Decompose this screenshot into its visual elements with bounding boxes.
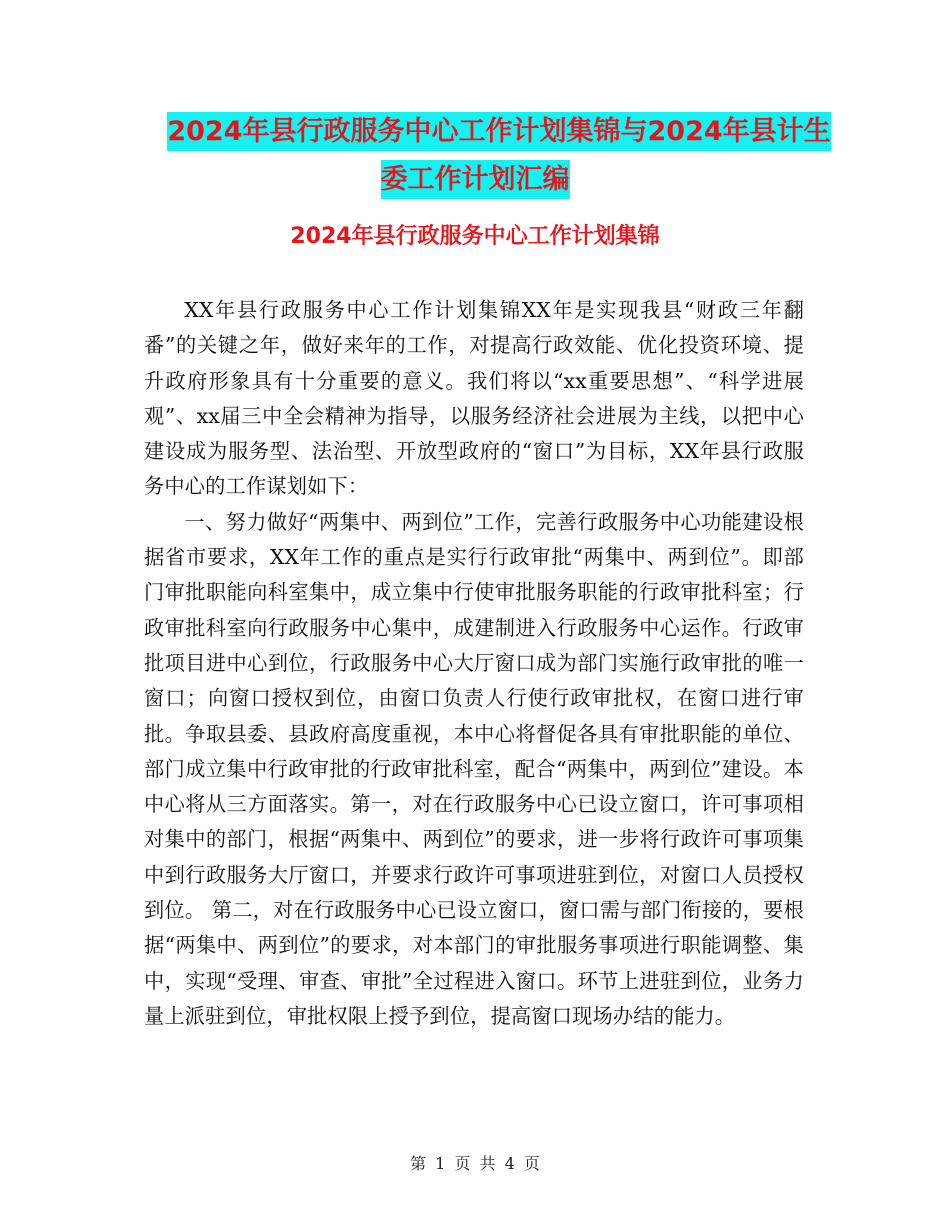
paragraph: 一、努力做好“两集中、两到位”工作，完善行政服务中心功能建设根据省市要求，XX年工作的重点是实行行政审批“两集中、两到位”。即部门审批职能向科室集中，成立集中行使审批服务职能的行政审批科室；行政审批科室向行政服务中心集中，成建制进入行政服务中心运作。行政审批项目进中心到位，行政服务中心大厅窗口成为部门实施行政审批的唯一窗口；向窗口授权到位，由窗口负责人行使行政审批权，在窗口进行审批。争取县委、县政府高度重视，本中心将督促各具有审批职能的单位、部门成立集中行政审批的行政审批科室，配合“两集中，两到位”建设。本中心将从三方面落实。第一，对在行政服务中心已设立窗口，许可事项相对集中的部门，根据“两集中、两到位”的要求，进一步将行政许可事项集中到行政服务大厅窗口，并要求行政许可事项进驻到位，对窗口人员授权到位。 第二，对在行政服务中心已设立窗口，窗口需与部门衔接的，要根据“两集中、两到位”的要求，对本部门的审批服务事项进行职能调整、集中，实现“受理、审查、审批”全过程进入窗口。环节上进驻到位，业务力量上派驻到位，审批权限上授予到位，提高窗口现场办结的能力。 bbox=[144, 509, 804, 1028]
section-title: 2024年县行政服务中心工作计划集锦 bbox=[290, 224, 660, 249]
title-line-2: 委工作计划汇编 bbox=[381, 160, 570, 199]
title-line-1: 2024年县行政服务中心工作计划集锦与2024年县计生 bbox=[167, 112, 830, 151]
body-text bbox=[144, 293, 804, 1034]
document-title bbox=[0, 108, 950, 204]
paragraph: XX年县行政服务中心工作计划集锦XX年是实现我县“财政三年翻番”的关键之年，做好来年的工作，对提高行政效能、优化投资环境、提升政府形象具有十分重要的意义。我们将以“xx重要思想”、“科学进展观”、xx届三中全会精神为指导，以服务经济社会进展为主线，以把中心建设成为服务型、法治型、开放型政府的“窗口”为目标，XX年县行政服务中心的工作谋划如下： bbox=[144, 298, 804, 499]
page-footer: 第 1 页 共 4 页 bbox=[410, 1154, 540, 1173]
